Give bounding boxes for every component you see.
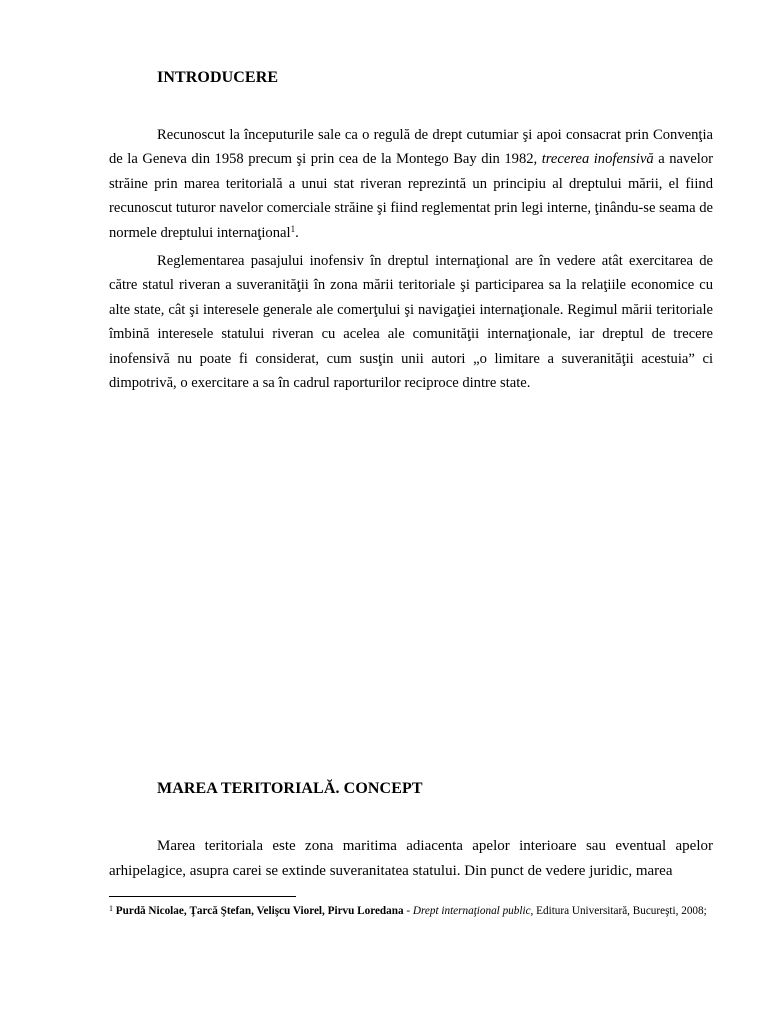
paragraph-text: a navelor străine prin marea teritorială a unui stat riveran reprezintă un principiu al dreptului mării, el fiind recunoscut tuturor navelor comerciale străine şi fiind reglementat prin legi interne, ţinându-se seama de normele dreptului internaţional [109, 151, 713, 241]
footnote-separator: - [403, 905, 413, 917]
footnote [109, 901, 713, 921]
paragraph-end: . [295, 224, 299, 241]
italic-term: trecerea inofensivă [541, 151, 654, 168]
paragraph-intro-1 [109, 123, 713, 245]
footnote-authors: Purdă Nicolae, Ţarcă Ştefan, Velişcu Viorel, Pirvu Loredana [115, 905, 404, 917]
footnote-divider [109, 896, 296, 897]
footnote-reference[interactable]: 1 [290, 223, 296, 234]
paragraph-concept-1: Marea teritoriala este zona maritima adiacenta apelor interioare sau eventual apelor arhipelagice, asupra carei se extinde suveranitatea statului. Din punct de vedere juridic, marea [109, 838, 713, 879]
section-heading-introducere: INTRODUCERE [157, 69, 279, 86]
footnote-publisher: Editura Universitară, Bucureşti, 2008; [533, 905, 707, 917]
section-heading-marea-teritoriala: MAREA TERITORIALĂ. CONCEPT [157, 780, 423, 797]
paragraph-text: Recunoscut la începuturile sale ca o regulă de drept cutumiar şi apoi consacrat prin Convenţia de la Geneva din 1958 precum şi prin cea de la Montego Bay din 1982, [109, 127, 713, 168]
paragraph-intro-2: Reglementarea pasajului inofensiv în dreptul internaţional are în vedere atât exercitarea de către statul riveran a suveranităţii în zona mării teritoriale şi participarea sa la relaţiile economice cu alte state, cât şi interesele generale ale comerţului şi navigaţiei internaţionale. Regimul mării teritoriale îmbină interesele statului riveran cu acelea ale comunităţii internaţionale, iar dreptul de trecere inofensivă nu poate fi considerat, cum susţin unii autori „o limitare a suveranităţii acestuia” ci dimpotrivă, o exercitare a sa în cadrul raporturilor reciproce dintre state. [109, 253, 713, 392]
footnote-marker: 1 [109, 904, 113, 913]
footnote-book-title: Drept internaţional public, [412, 905, 534, 917]
